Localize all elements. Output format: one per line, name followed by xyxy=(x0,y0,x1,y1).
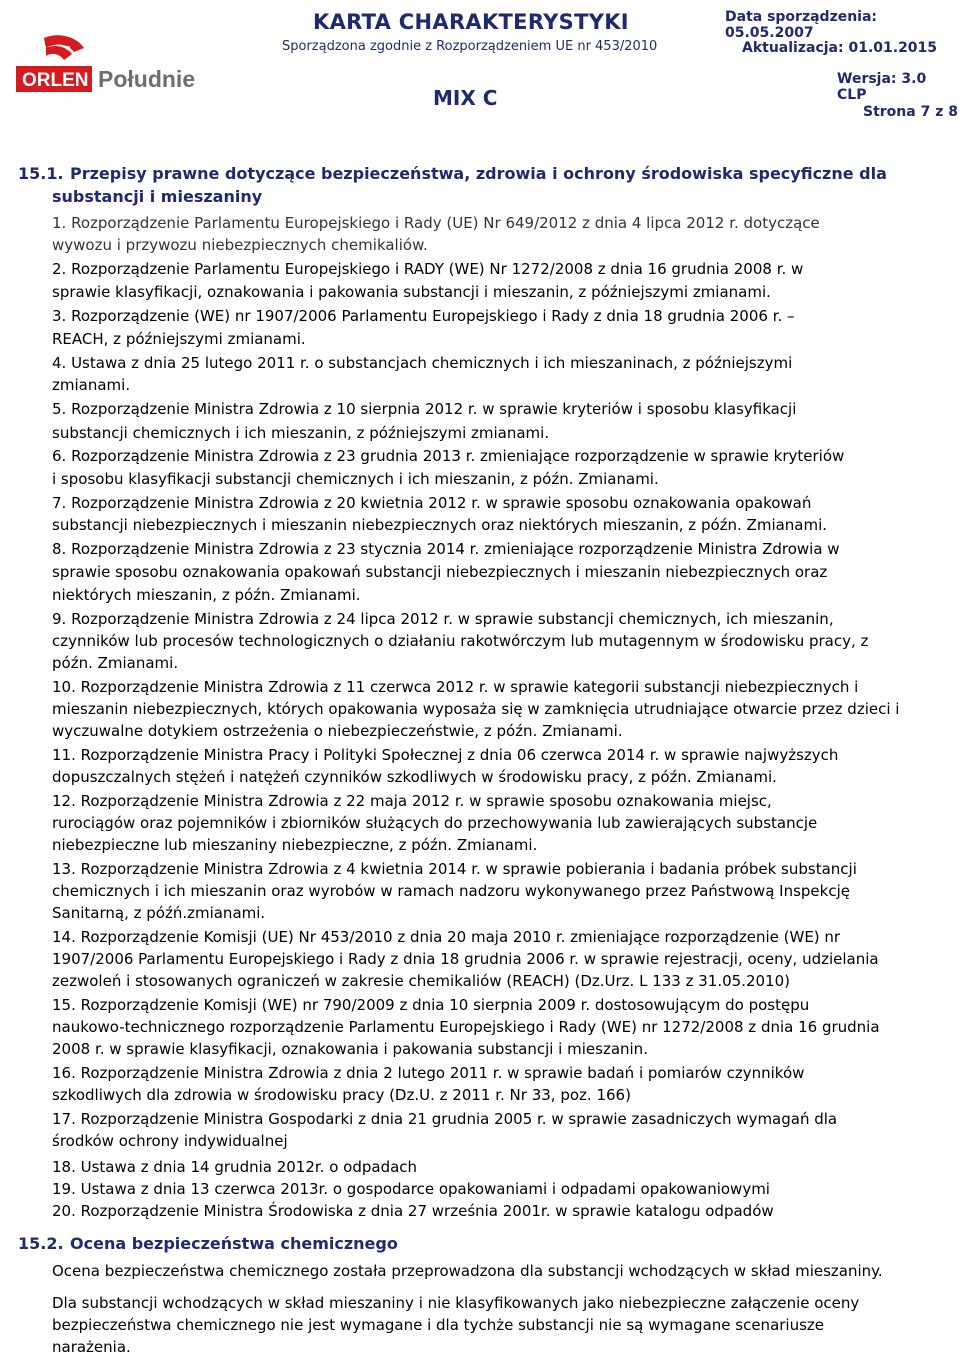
regulation-line: czynników lub procesów technologicznych o działaniu rakotwórczym lub mutagennym w środowisku pracy, z xyxy=(52,632,869,650)
section-15-2-heading xyxy=(18,1234,398,1253)
regulation-line: wywozu i przywozu niebezpiecznych chemikaliów. xyxy=(52,236,428,254)
regulation-line: zezwoleń i stosowanych ograniczeń w zakresie chemikaliów (REACH) (Dz.Urz. L 133 z 31.05.2010) xyxy=(52,972,790,990)
regulation-line: niebezpieczne lub mieszaniny niebezpieczne, z późn. Zmianami. xyxy=(52,836,538,854)
regulation-line: 17. Rozporządzenie Ministra Gospodarki z dnia 21 grudnia 2005 r. w sprawie zasadniczych wymagań dla xyxy=(52,1110,838,1128)
regulation-line: sprawie klasyfikacji, oznakowania i pakowania substancji i mieszanin, z późniejszymi zmianami. xyxy=(52,283,771,301)
regulation-line: 14. Rozporządzenie Komisji (UE) Nr 453/2010 z dnia 20 maja 2010 r. zmieniające rozporządzenie (WE) nr xyxy=(52,928,841,946)
regulation-line: 6. Rozporządzenie Ministra Zdrowia z 23 grudnia 2013 r. zmieniające rozporządzenie w sprawie kryteriów xyxy=(52,447,845,465)
orlen-eagle-icon xyxy=(14,30,214,100)
regulation-line: późn. Zmianami. xyxy=(52,654,179,672)
svg-text:Południe: Południe xyxy=(98,66,196,92)
regulation-line: 9. Rozporządzenie Ministra Zdrowia z 24 lipca 2012 r. w sprawie substancji chemicznych, ich mieszanin, xyxy=(52,610,834,628)
regulation-line: 13. Rozporządzenie Ministra Zdrowia z 4 kwietnia 2014 r. w sprawie pobierania i badania próbek substancji xyxy=(52,860,857,878)
section-15-1-heading-cont: substancji i mieszaniny xyxy=(52,187,263,206)
regulation-line: 16. Rozporządzenie Ministra Zdrowia z dnia 2 lutego 2011 r. w sprawie badań i pomiarów czynników xyxy=(52,1064,805,1082)
regulation-line: 5. Rozporządzenie Ministra Zdrowia z 10 sierpnia 2012 r. w sprawie kryteriów i sposobu klasyfikacji xyxy=(52,400,797,418)
product-name: MIX C xyxy=(433,86,498,110)
assessment-line: narażenia. xyxy=(52,1338,131,1356)
document-header xyxy=(0,0,960,130)
assessment-line: bezpieczeństwa chemicznego nie jest wymagane i dla tychże substancji nie są wymagane scenariusze xyxy=(52,1316,825,1334)
regulation-line: rurociągów oraz pojemników i zbiorników służących do przechowywania lub zawierających substancje xyxy=(52,814,818,832)
regulation-line: 20. Rozporządzenie Ministra Środowiska z dnia 27 września 2001r. w sprawie katalogu odpadów xyxy=(52,1202,774,1220)
regulation-line: 2008 r. w sprawie klasyfikacji, oznakowania i pakowania substancji i mieszanin. xyxy=(52,1040,648,1058)
page-number: Strona 7 z 8 xyxy=(863,104,958,120)
section-number: 15.2. xyxy=(18,1234,64,1253)
regulation-line: wyczuwalne dotykiem ostrzeżenia o niebezpieczeństwie, z późn. Zmianami. xyxy=(52,722,623,740)
regulation-line: 12. Rozporządzenie Ministra Zdrowia z 22 maja 2012 r. w sprawie sposobu oznakowania miejsc, xyxy=(52,792,772,810)
regulation-line: 1907/2006 Parlamentu Europejskiego i Rady z dnia 18 grudnia 2006 r. w sprawie rejestracji, oceny, udzielania xyxy=(52,950,879,968)
version-label: Wersja: 3.0 CLP xyxy=(837,71,927,103)
regulation-line: Sanitarną, z późń.zmianami. xyxy=(52,904,266,922)
regulation-line: sprawie sposobu oznakowania opakowań substancji niebezpiecznych i mieszanin niebezpiecznych oraz xyxy=(52,563,828,581)
regulation-line: 3. Rozporządzenie (WE) nr 1907/2006 Parlamentu Europejskiego i Rady z dnia 18 grudnia 2006 r. – xyxy=(52,307,795,325)
section-title: Przepisy prawne dotyczące bezpieczeństwa, zdrowia i ochrony środowiska specyficzne dla xyxy=(70,164,887,183)
regulation-line: niektórych mieszanin, z późn. Zmianami. xyxy=(52,586,361,604)
regulation-line: szkodliwych dla zdrowia w środowisku pracy (Dz.U. z 2011 r. Nr 33, poz. 166) xyxy=(52,1086,631,1104)
assessment-line: Ocena bezpieczeństwa chemicznego została przeprowadzona dla substancji wchodzących w skład mieszaniny. xyxy=(52,1262,883,1280)
regulation-line: 10. Rozporządzenie Ministra Zdrowia z 11 czerwca 2012 r. w sprawie kategorii substancji niebezpiecznych i xyxy=(52,678,859,696)
regulation-line: zmianami. xyxy=(52,376,131,394)
orlen-logo xyxy=(14,30,214,100)
regulation-line: i sposobu klasyfikacji substancji chemicznych i ich mieszanin, z późn. Zmianami. xyxy=(52,470,659,488)
regulation-line: 18. Ustawa z dnia 14 grudnia 2012r. o odpadach xyxy=(52,1158,418,1176)
document-title: KARTA CHARAKTERYSTYKI xyxy=(313,10,629,34)
regulation-line: dopuszczalnych stężeń i natężeń czynników szkodliwych w środowisku pracy, z późn. Zmianami. xyxy=(52,768,777,786)
document-subtitle: Sporządzona zgodnie z Rozporządzeniem UE nr 453/2010 xyxy=(282,39,658,54)
regulation-line: 4. Ustawa z dnia 25 lutego 2011 r. o substancjach chemicznych i ich mieszaninach, z późniejszymi xyxy=(52,354,793,372)
regulation-line: REACH, z późniejszymi zmianami. xyxy=(52,330,306,348)
section-15-1-heading xyxy=(18,164,887,183)
regulation-line: 19. Ustawa z dnia 13 czerwca 2013r. o gospodarce opakowaniami i odpadami opakowaniowymi xyxy=(52,1180,770,1198)
regulation-line: chemicznych i ich mieszanin oraz wyrobów w ramach nadzoru wykonywanego przez Państwową Inspekcję xyxy=(52,882,850,900)
creation-date: Data sporządzenia: 05.05.2007 xyxy=(725,9,878,41)
regulation-line: mieszanin niebezpiecznych, których opakowania wyposaża się w zamknięcia utrudniające otwarcie przez dzieci i xyxy=(52,700,900,718)
regulation-line: 8. Rozporządzenie Ministra Zdrowia z 23 stycznia 2014 r. zmieniające rozporządzenie Ministra Zdrowia w xyxy=(52,540,840,558)
regulation-line: środków ochrony indywidualnej xyxy=(52,1132,288,1150)
update-date: Aktualizacja: 01.01.2015 xyxy=(742,40,938,56)
regulation-line: substancji chemicznych i ich mieszanin, z późniejszymi zmianami. xyxy=(52,424,550,442)
regulation-line: substancji niebezpiecznych i mieszanin niebezpiecznych oraz niektórych mieszanin, z późn. Zmianami. xyxy=(52,516,828,534)
assessment-line: Dla substancji wchodzących w skład mieszaniny i nie klasyfikowanych jako niebezpieczne załączenie oceny xyxy=(52,1294,860,1312)
regulation-line: 1. Rozporządzenie Parlamentu Europejskiego i Rady (UE) Nr 649/2012 z dnia 4 lipca 2012 r. dotyczące xyxy=(52,214,820,232)
regulation-line: 7. Rozporządzenie Ministra Zdrowia z 20 kwietnia 2012 r. w sprawie sposobu oznakowania opakowań xyxy=(52,494,812,512)
section-title: Ocena bezpieczeństwa chemicznego xyxy=(70,1234,398,1253)
regulation-line: 15. Rozporządzenie Komisji (WE) nr 790/2009 z dnia 10 sierpnia 2009 r. dostosowującym do postępu xyxy=(52,996,810,1014)
regulation-line: naukowo-technicznego rozporządzenie Parlamentu Europejskiego i Rady (WE) nr 1272/2008 z dnia 16 grudnia xyxy=(52,1018,880,1036)
svg-text:ORLEN: ORLEN xyxy=(22,70,89,91)
regulation-line: 11. Rozporządzenie Ministra Pracy i Polityki Społecznej z dnia 06 czerwca 2014 r. w sprawie najwyższych xyxy=(52,746,839,764)
section-number: 15.1. xyxy=(18,164,64,183)
regulation-line: 2. Rozporządzenie Parlamentu Europejskiego i RADY (WE) Nr 1272/2008 z dnia 16 grudnia 2008 r. w xyxy=(52,260,804,278)
